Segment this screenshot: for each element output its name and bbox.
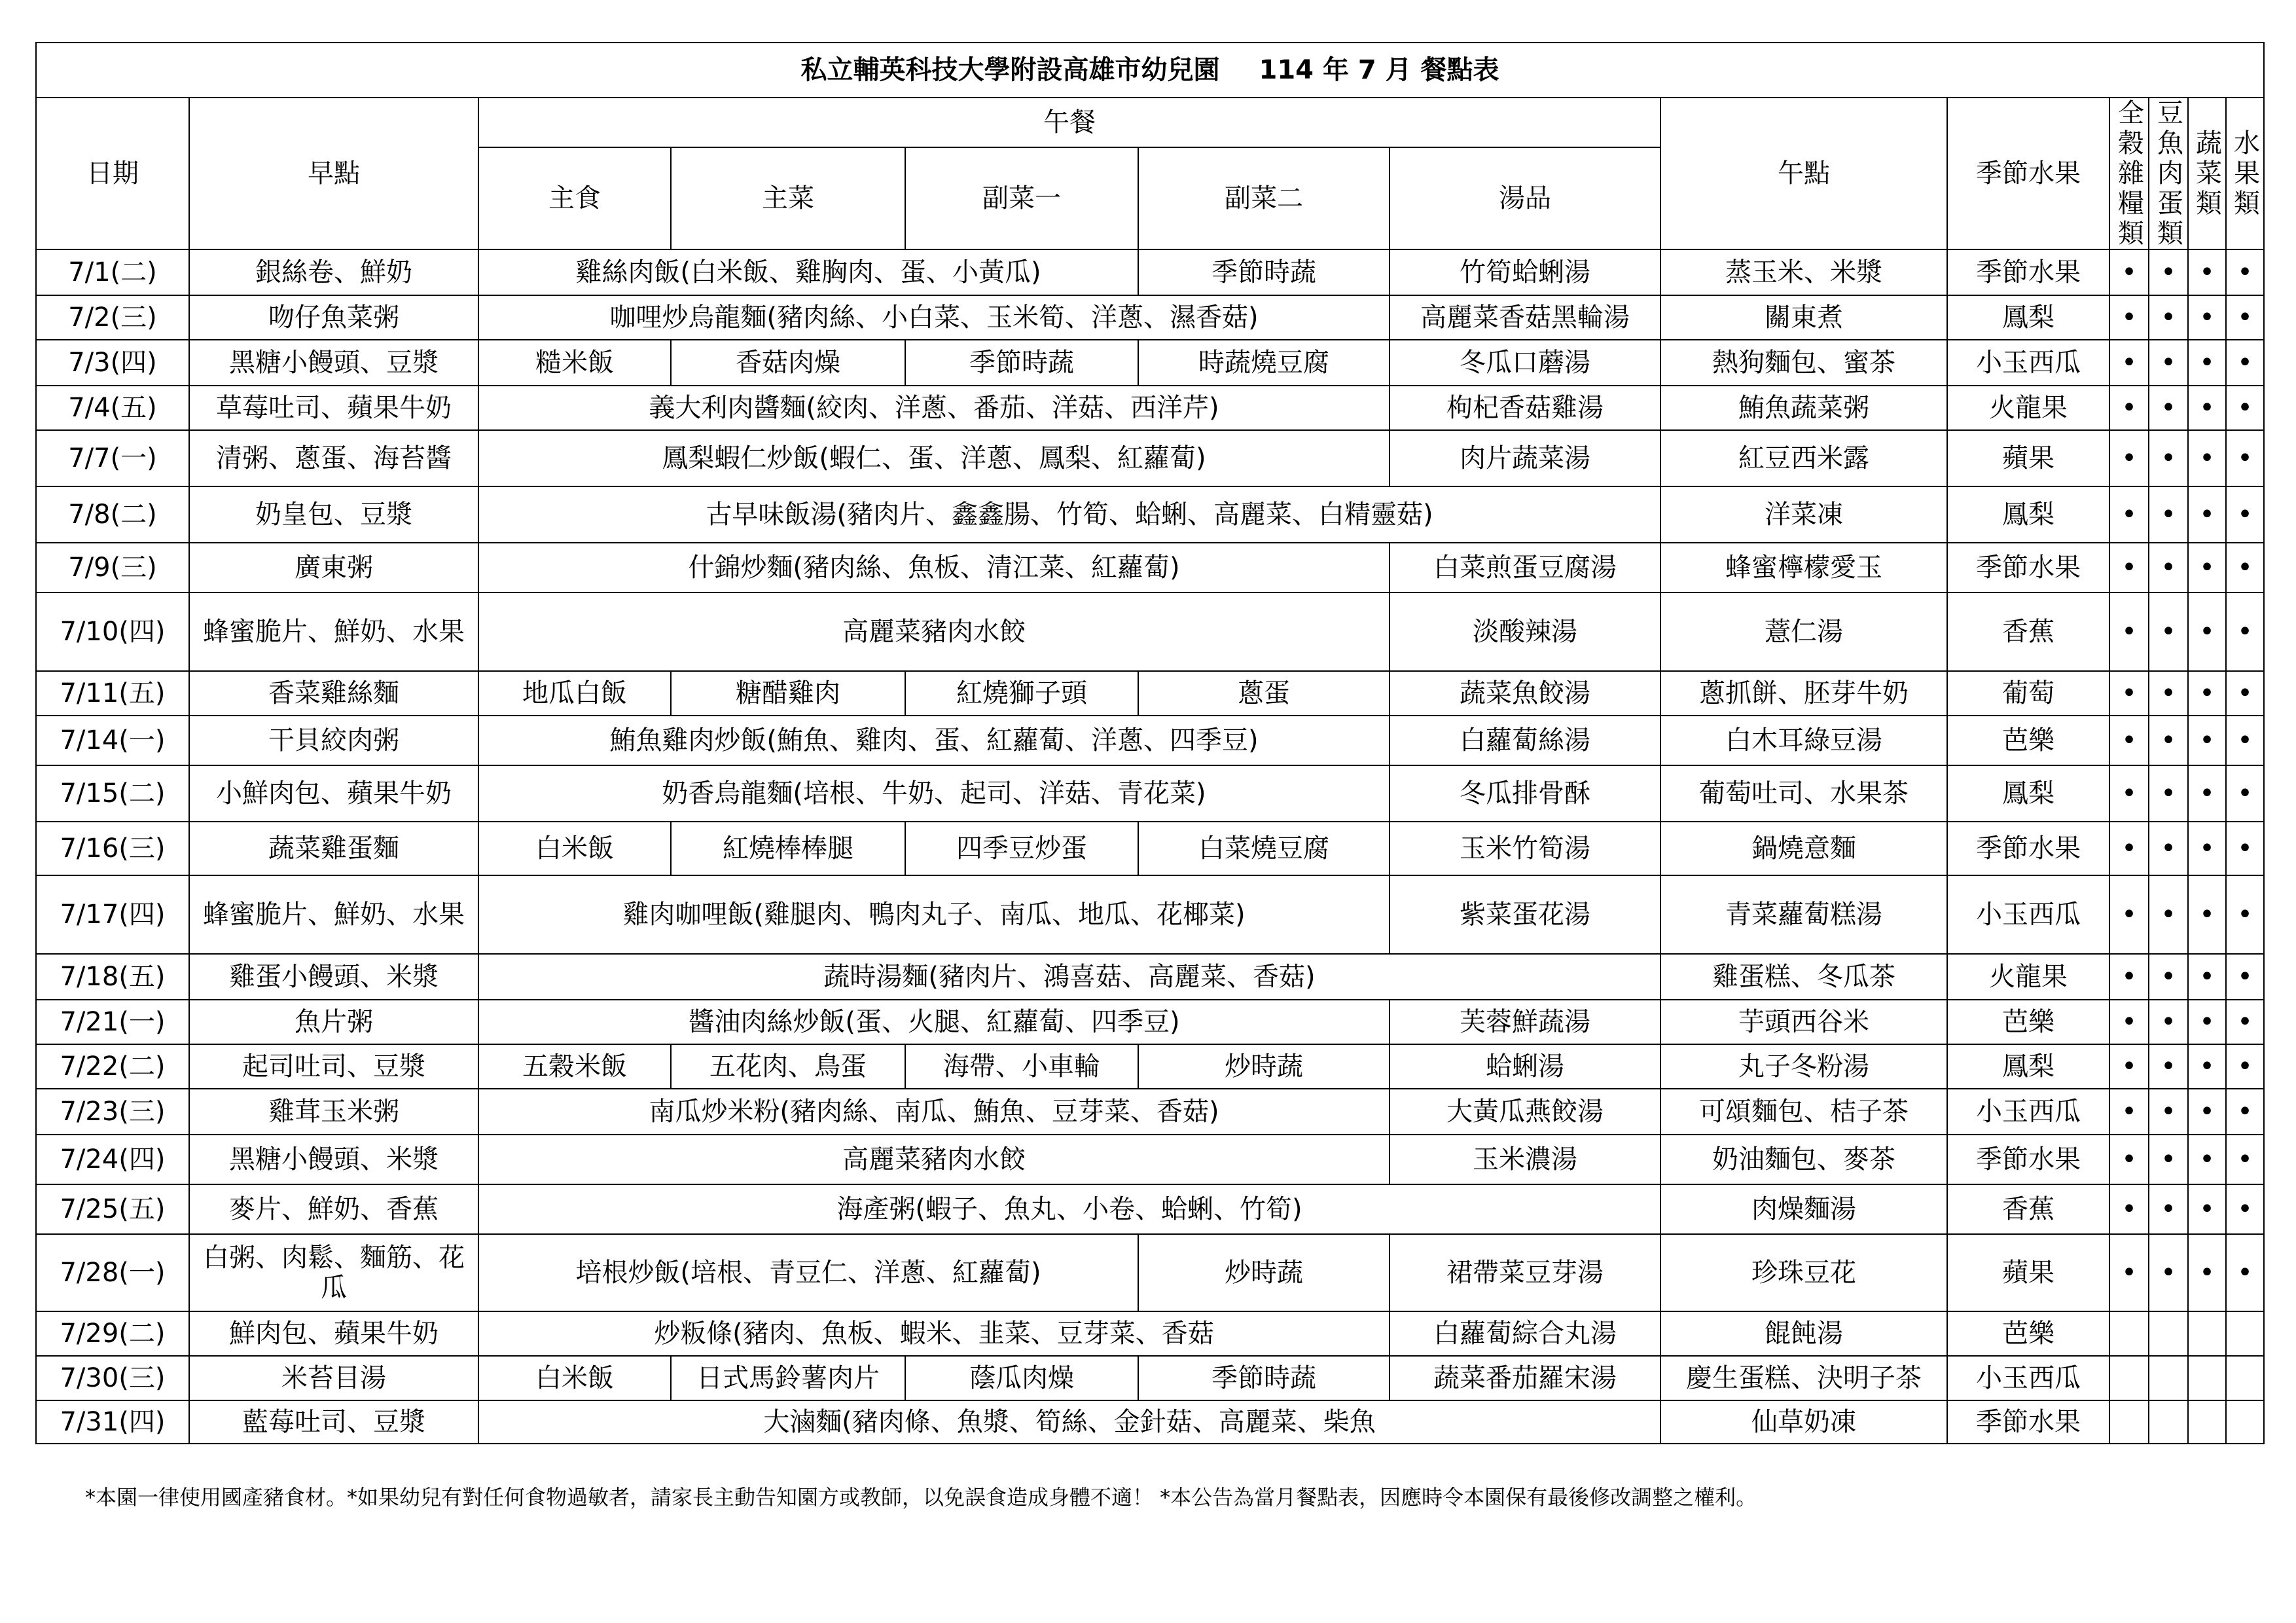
meal-table xyxy=(35,42,2265,1444)
row-mark-protein: • xyxy=(2149,430,2188,486)
row-mark-fruits: • xyxy=(2226,1135,2264,1184)
row-lunch-item: 炒粄條(豬肉、魚板、蝦米、韭菜、豆芽菜、香菇 xyxy=(478,1311,1390,1356)
header-group-fruits: 水果類 xyxy=(2226,98,2264,249)
row-soup: 枸杞香菇雞湯 xyxy=(1390,386,1660,430)
row-breakfast: 藍莓吐司、豆漿 xyxy=(189,1400,478,1444)
row-snack: 青菜蘿蔔糕湯 xyxy=(1660,875,1947,954)
row-lunch-item: 白米飯 xyxy=(478,1356,671,1400)
row-lunch-item: 培根炒飯(培根、青豆仁、洋蔥、紅蘿蔔) xyxy=(478,1234,1138,1311)
row-lunch-item: 五花肉、鳥蛋 xyxy=(671,1044,905,1089)
row-lunch-item: 白米飯 xyxy=(478,822,671,875)
row-mark-vegetables: • xyxy=(2188,671,2226,716)
row-soup: 冬瓜排骨酥 xyxy=(1390,765,1660,822)
header-group-protein: 豆魚肉蛋類 xyxy=(2149,98,2188,249)
row-mark-protein: • xyxy=(2149,249,2188,295)
header-group-grains: 全穀雜糧類 xyxy=(2109,98,2149,249)
menu-row xyxy=(36,430,2264,486)
row-lunch-item: 炒時蔬 xyxy=(1138,1044,1390,1089)
row-mark-protein: • xyxy=(2149,386,2188,430)
menu-row xyxy=(36,295,2264,340)
header-lunch: 午餐 xyxy=(478,98,1660,147)
row-fruit: 芭樂 xyxy=(1947,1311,2109,1356)
row-soup: 蔬菜番茄羅宋湯 xyxy=(1390,1356,1660,1400)
row-fruit: 季節水果 xyxy=(1947,1135,2109,1184)
header-side2: 副菜二 xyxy=(1138,147,1390,249)
row-date: 7/30(三) xyxy=(36,1356,189,1400)
row-mark-protein: • xyxy=(2149,954,2188,1000)
row-mark-protein: • xyxy=(2149,593,2188,671)
row-snack: 洋菜凍 xyxy=(1660,486,1947,543)
menu-row xyxy=(36,875,2264,954)
row-mark-grains: • xyxy=(2109,875,2149,954)
row-lunch-item: 紅燒獅子頭 xyxy=(905,671,1138,716)
row-date: 7/16(三) xyxy=(36,822,189,875)
menu-body xyxy=(36,249,2264,1444)
row-mark-vegetables: • xyxy=(2188,1089,2226,1135)
row-date: 7/2(三) xyxy=(36,295,189,340)
row-lunch-item: 糖醋雞肉 xyxy=(671,671,905,716)
row-fruit: 香蕉 xyxy=(1947,1184,2109,1234)
row-mark-fruits: • xyxy=(2226,386,2264,430)
row-snack: 蔥抓餅、胚芽牛奶 xyxy=(1660,671,1947,716)
row-mark-grains: • xyxy=(2109,249,2149,295)
row-soup: 高麗菜香菇黑輪湯 xyxy=(1390,295,1660,340)
row-mark-fruits: • xyxy=(2226,1234,2264,1311)
row-soup: 裙帶菜豆芽湯 xyxy=(1390,1234,1660,1311)
row-fruit: 芭樂 xyxy=(1947,1000,2109,1044)
row-lunch-item: 白菜燒豆腐 xyxy=(1138,822,1390,875)
row-snack: 仙草奶凍 xyxy=(1660,1400,1947,1444)
row-fruit: 鳳梨 xyxy=(1947,295,2109,340)
row-lunch-item: 義大利肉醬麵(絞肉、洋蔥、番茄、洋菇、西洋芹) xyxy=(478,386,1390,430)
row-mark-vegetables: • xyxy=(2188,386,2226,430)
row-mark-fruits: • xyxy=(2226,249,2264,295)
row-date: 7/14(一) xyxy=(36,716,189,765)
row-snack: 白木耳綠豆湯 xyxy=(1660,716,1947,765)
row-breakfast: 蜂蜜脆片、鮮奶、水果 xyxy=(189,875,478,954)
menu-row xyxy=(36,593,2264,671)
row-mark-fruits: • xyxy=(2226,1184,2264,1234)
menu-row xyxy=(36,249,2264,295)
row-mark-protein: • xyxy=(2149,295,2188,340)
row-mark-protein: • xyxy=(2149,716,2188,765)
row-mark-grains: • xyxy=(2109,386,2149,430)
menu-period: 114 年 7 月 餐點表 xyxy=(1259,55,1499,85)
row-breakfast: 雞蛋小饅頭、米漿 xyxy=(189,954,478,1000)
row-mark-vegetables: • xyxy=(2188,1234,2226,1311)
row-mark-fruits: • xyxy=(2226,875,2264,954)
row-date: 7/8(二) xyxy=(36,486,189,543)
header-fruit: 季節水果 xyxy=(1947,98,2109,249)
row-lunch-item: 時蔬燒豆腐 xyxy=(1138,340,1390,386)
row-breakfast: 干貝絞肉粥 xyxy=(189,716,478,765)
row-breakfast: 米苔目湯 xyxy=(189,1356,478,1400)
row-breakfast: 蔬菜雞蛋麵 xyxy=(189,822,478,875)
menu-row xyxy=(36,716,2264,765)
row-mark-fruits: • xyxy=(2226,954,2264,1000)
menu-row xyxy=(36,954,2264,1000)
menu-row xyxy=(36,765,2264,822)
row-mark-protein xyxy=(2149,1311,2188,1356)
row-mark-vegetables: • xyxy=(2188,954,2226,1000)
row-lunch-item: 蔭瓜肉燥 xyxy=(905,1356,1138,1400)
row-breakfast: 蜂蜜脆片、鮮奶、水果 xyxy=(189,593,478,671)
row-mark-fruits: • xyxy=(2226,822,2264,875)
row-mark-grains: • xyxy=(2109,295,2149,340)
row-mark-grains: • xyxy=(2109,1089,2149,1135)
row-breakfast: 麥片、鮮奶、香蕉 xyxy=(189,1184,478,1234)
row-mark-fruits: • xyxy=(2226,593,2264,671)
header-soup: 湯品 xyxy=(1390,147,1660,249)
row-mark-grains: • xyxy=(2109,1135,2149,1184)
row-snack: 熱狗麵包、蜜茶 xyxy=(1660,340,1947,386)
row-mark-protein: • xyxy=(2149,1044,2188,1089)
row-date: 7/17(四) xyxy=(36,875,189,954)
header-main: 主菜 xyxy=(671,147,905,249)
row-mark-protein: • xyxy=(2149,1184,2188,1234)
row-mark-vegetables: • xyxy=(2188,249,2226,295)
row-fruit: 葡萄 xyxy=(1947,671,2109,716)
row-date: 7/21(一) xyxy=(36,1000,189,1044)
row-mark-fruits: • xyxy=(2226,486,2264,543)
row-date: 7/15(二) xyxy=(36,765,189,822)
row-soup: 蔬菜魚餃湯 xyxy=(1390,671,1660,716)
row-snack: 奶油麵包、麥茶 xyxy=(1660,1135,1947,1184)
row-mark-vegetables: • xyxy=(2188,1135,2226,1184)
row-lunch-item: 五穀米飯 xyxy=(478,1044,671,1089)
row-lunch-item: 奶香烏龍麵(培根、牛奶、起司、洋菇、青花菜) xyxy=(478,765,1390,822)
row-mark-grains: • xyxy=(2109,954,2149,1000)
row-mark-fruits xyxy=(2226,1356,2264,1400)
row-mark-vegetables: • xyxy=(2188,1044,2226,1089)
menu-row xyxy=(36,822,2264,875)
menu-row xyxy=(36,1400,2264,1444)
menu-row xyxy=(36,386,2264,430)
row-breakfast: 銀絲卷、鮮奶 xyxy=(189,249,478,295)
row-mark-vegetables xyxy=(2188,1356,2226,1400)
row-mark-grains: • xyxy=(2109,486,2149,543)
row-fruit: 季節水果 xyxy=(1947,822,2109,875)
row-mark-protein: • xyxy=(2149,875,2188,954)
row-mark-protein: • xyxy=(2149,765,2188,822)
header-group-vegetables: 蔬菜類 xyxy=(2188,98,2226,249)
row-breakfast: 黑糖小饅頭、米漿 xyxy=(189,1135,478,1184)
menu-row xyxy=(36,1184,2264,1234)
row-fruit: 小玉西瓜 xyxy=(1947,1356,2109,1400)
row-snack: 關東煮 xyxy=(1660,295,1947,340)
row-mark-grains xyxy=(2109,1400,2149,1444)
row-fruit: 季節水果 xyxy=(1947,543,2109,593)
row-snack: 雞蛋糕、冬瓜茶 xyxy=(1660,954,1947,1000)
row-snack: 蒸玉米、米漿 xyxy=(1660,249,1947,295)
row-lunch-item: 醬油肉絲炒飯(蛋、火腿、紅蘿蔔、四季豆) xyxy=(478,1000,1390,1044)
row-date: 7/25(五) xyxy=(36,1184,189,1234)
row-mark-protein: • xyxy=(2149,486,2188,543)
row-mark-grains: • xyxy=(2109,822,2149,875)
row-fruit: 蘋果 xyxy=(1947,430,2109,486)
row-soup: 紫菜蛋花湯 xyxy=(1390,875,1660,954)
row-mark-protein: • xyxy=(2149,1000,2188,1044)
row-mark-vegetables: • xyxy=(2188,543,2226,593)
row-mark-fruits: • xyxy=(2226,295,2264,340)
row-date: 7/28(一) xyxy=(36,1234,189,1311)
row-mark-protein xyxy=(2149,1356,2188,1400)
header-side1: 副菜一 xyxy=(905,147,1138,249)
row-fruit: 小玉西瓜 xyxy=(1947,1089,2109,1135)
row-mark-grains: • xyxy=(2109,1184,2149,1234)
row-snack: 鮪魚蔬菜粥 xyxy=(1660,386,1947,430)
row-soup: 冬瓜口蘑湯 xyxy=(1390,340,1660,386)
menu-row xyxy=(36,486,2264,543)
row-mark-fruits: • xyxy=(2226,1044,2264,1089)
row-soup: 淡酸辣湯 xyxy=(1390,593,1660,671)
row-fruit: 小玉西瓜 xyxy=(1947,875,2109,954)
row-lunch-item: 炒時蔬 xyxy=(1138,1234,1390,1311)
row-lunch-item: 季節時蔬 xyxy=(905,340,1138,386)
row-date: 7/9(三) xyxy=(36,543,189,593)
row-snack: 葡萄吐司、水果茶 xyxy=(1660,765,1947,822)
row-breakfast: 小鮮肉包、蘋果牛奶 xyxy=(189,765,478,822)
row-breakfast: 雞茸玉米粥 xyxy=(189,1089,478,1135)
row-lunch-item: 季節時蔬 xyxy=(1138,1356,1390,1400)
row-breakfast: 吻仔魚菜粥 xyxy=(189,295,478,340)
row-fruit: 鳳梨 xyxy=(1947,765,2109,822)
row-mark-grains: • xyxy=(2109,593,2149,671)
row-lunch-item: 古早味飯湯(豬肉片、鑫鑫腸、竹筍、蛤蜊、高麗菜、白精靈菇) xyxy=(478,486,1660,543)
row-fruit: 芭樂 xyxy=(1947,716,2109,765)
row-breakfast: 起司吐司、豆漿 xyxy=(189,1044,478,1089)
row-snack: 慶生蛋糕、決明子茶 xyxy=(1660,1356,1947,1400)
row-breakfast: 清粥、蔥蛋、海苔醬 xyxy=(189,430,478,486)
row-breakfast: 黑糖小饅頭、豆漿 xyxy=(189,340,478,386)
row-mark-vegetables: • xyxy=(2188,1184,2226,1234)
row-lunch-item: 高麗菜豬肉水餃 xyxy=(478,1135,1390,1184)
row-mark-fruits xyxy=(2226,1400,2264,1444)
row-breakfast: 奶皇包、豆漿 xyxy=(189,486,478,543)
row-mark-protein: • xyxy=(2149,1089,2188,1135)
page-title xyxy=(36,43,2264,98)
row-date: 7/3(四) xyxy=(36,340,189,386)
row-mark-grains: • xyxy=(2109,1044,2149,1089)
row-soup: 玉米濃湯 xyxy=(1390,1135,1660,1184)
row-mark-fruits: • xyxy=(2226,1089,2264,1135)
menu-row xyxy=(36,1234,2264,1311)
row-breakfast: 鮮肉包、蘋果牛奶 xyxy=(189,1311,478,1356)
row-soup: 竹筍蛤蜊湯 xyxy=(1390,249,1660,295)
row-snack: 可頌麵包、桔子茶 xyxy=(1660,1089,1947,1135)
row-soup: 白蘿蔔絲湯 xyxy=(1390,716,1660,765)
row-lunch-item: 鮪魚雞肉炒飯(鮪魚、雞肉、蛋、紅蘿蔔、洋蔥、四季豆) xyxy=(478,716,1390,765)
row-mark-protein xyxy=(2149,1400,2188,1444)
row-mark-vegetables: • xyxy=(2188,716,2226,765)
header-date: 日期 xyxy=(36,98,189,249)
row-lunch-item: 雞絲肉飯(白米飯、雞胸肉、蛋、小黃瓜) xyxy=(478,249,1138,295)
row-soup: 玉米竹筍湯 xyxy=(1390,822,1660,875)
row-snack: 肉燥麵湯 xyxy=(1660,1184,1947,1234)
row-mark-vegetables: • xyxy=(2188,765,2226,822)
row-snack: 紅豆西米露 xyxy=(1660,430,1947,486)
menu-row xyxy=(36,1089,2264,1135)
row-mark-grains: • xyxy=(2109,543,2149,593)
row-mark-grains xyxy=(2109,1311,2149,1356)
row-mark-fruits: • xyxy=(2226,543,2264,593)
row-mark-grains: • xyxy=(2109,430,2149,486)
row-fruit: 蘋果 xyxy=(1947,1234,2109,1311)
menu-sheet xyxy=(35,42,2263,1444)
menu-row xyxy=(36,1135,2264,1184)
row-lunch-item: 日式馬鈴薯肉片 xyxy=(671,1356,905,1400)
row-lunch-item: 紅燒棒棒腿 xyxy=(671,822,905,875)
row-snack: 薏仁湯 xyxy=(1660,593,1947,671)
row-date: 7/18(五) xyxy=(36,954,189,1000)
row-date: 7/1(二) xyxy=(36,249,189,295)
row-breakfast: 香菜雞絲麵 xyxy=(189,671,478,716)
row-mark-vegetables xyxy=(2188,1311,2226,1356)
row-breakfast: 廣東粥 xyxy=(189,543,478,593)
row-mark-vegetables: • xyxy=(2188,822,2226,875)
row-fruit: 火龍果 xyxy=(1947,954,2109,1000)
row-breakfast: 草莓吐司、蘋果牛奶 xyxy=(189,386,478,430)
row-mark-protein: • xyxy=(2149,1234,2188,1311)
row-breakfast: 魚片粥 xyxy=(189,1000,478,1044)
row-mark-vegetables: • xyxy=(2188,340,2226,386)
menu-row xyxy=(36,543,2264,593)
menu-row xyxy=(36,1356,2264,1400)
row-lunch-item: 高麗菜豬肉水餃 xyxy=(478,593,1390,671)
menu-row xyxy=(36,340,2264,386)
row-soup: 白菜煎蛋豆腐湯 xyxy=(1390,543,1660,593)
row-soup: 大黃瓜燕餃湯 xyxy=(1390,1089,1660,1135)
menu-row xyxy=(36,1311,2264,1356)
row-mark-protein: • xyxy=(2149,340,2188,386)
header-staple: 主食 xyxy=(478,147,671,249)
row-mark-grains: • xyxy=(2109,1234,2149,1311)
menu-row xyxy=(36,1044,2264,1089)
row-lunch-item: 咖哩炒烏龍麵(豬肉絲、小白菜、玉米筍、洋蔥、濕香菇) xyxy=(478,295,1390,340)
row-soup: 芙蓉鮮蔬湯 xyxy=(1390,1000,1660,1044)
row-mark-protein: • xyxy=(2149,671,2188,716)
row-mark-fruits: • xyxy=(2226,1000,2264,1044)
row-mark-vegetables: • xyxy=(2188,593,2226,671)
row-mark-vegetables: • xyxy=(2188,295,2226,340)
row-snack: 丸子冬粉湯 xyxy=(1660,1044,1947,1089)
row-mark-protein: • xyxy=(2149,822,2188,875)
row-lunch-item: 季節時蔬 xyxy=(1138,249,1390,295)
row-fruit: 鳳梨 xyxy=(1947,486,2109,543)
row-mark-protein: • xyxy=(2149,543,2188,593)
row-mark-vegetables: • xyxy=(2188,486,2226,543)
row-date: 7/22(二) xyxy=(36,1044,189,1089)
row-lunch-item: 雞肉咖哩飯(雞腿肉、鴨肉丸子、南瓜、地瓜、花椰菜) xyxy=(478,875,1390,954)
row-mark-vegetables xyxy=(2188,1400,2226,1444)
row-mark-fruits: • xyxy=(2226,430,2264,486)
row-mark-fruits: • xyxy=(2226,340,2264,386)
row-soup: 蛤蜊湯 xyxy=(1390,1044,1660,1089)
row-mark-grains xyxy=(2109,1356,2149,1400)
row-mark-grains: • xyxy=(2109,671,2149,716)
row-fruit: 香蕉 xyxy=(1947,593,2109,671)
row-snack: 鍋燒意麵 xyxy=(1660,822,1947,875)
row-mark-protein: • xyxy=(2149,1135,2188,1184)
row-date: 7/10(四) xyxy=(36,593,189,671)
row-lunch-item: 糙米飯 xyxy=(478,340,671,386)
footer-notes: *本園一律使用國產豬食材。*如果幼兒有對任何食物過敏者，請家長主動告知園方或教師，以免誤食造成身體不適！ *本公告為當月餐點表，因應時令本園保有最後修改調整之權利。 xyxy=(85,1485,1757,1510)
header-breakfast: 早點 xyxy=(189,98,478,249)
row-fruit: 季節水果 xyxy=(1947,249,2109,295)
row-mark-vegetables: • xyxy=(2188,1000,2226,1044)
row-date: 7/31(四) xyxy=(36,1400,189,1444)
row-soup: 白蘿蔔綜合丸湯 xyxy=(1390,1311,1660,1356)
row-mark-grains: • xyxy=(2109,765,2149,822)
row-date: 7/24(四) xyxy=(36,1135,189,1184)
row-mark-fruits xyxy=(2226,1311,2264,1356)
row-fruit: 火龍果 xyxy=(1947,386,2109,430)
row-breakfast: 白粥、肉鬆、麵筋、花瓜 xyxy=(189,1234,478,1311)
row-fruit: 季節水果 xyxy=(1947,1400,2109,1444)
row-date: 7/11(五) xyxy=(36,671,189,716)
row-date: 7/4(五) xyxy=(36,386,189,430)
row-snack: 芋頭西谷米 xyxy=(1660,1000,1947,1044)
row-mark-vegetables: • xyxy=(2188,430,2226,486)
row-lunch-item: 四季豆炒蛋 xyxy=(905,822,1138,875)
row-mark-fruits: • xyxy=(2226,671,2264,716)
row-lunch-item: 什錦炒麵(豬肉絲、魚板、清江菜、紅蘿蔔) xyxy=(478,543,1390,593)
header-snack: 午點 xyxy=(1660,98,1947,249)
row-mark-fruits: • xyxy=(2226,716,2264,765)
row-mark-grains: • xyxy=(2109,716,2149,765)
row-fruit: 小玉西瓜 xyxy=(1947,340,2109,386)
row-date: 7/29(二) xyxy=(36,1311,189,1356)
school-name: 私立輔英科技大學附設高雄市幼兒園 xyxy=(800,55,1220,85)
menu-row xyxy=(36,1000,2264,1044)
row-lunch-item: 蔬時湯麵(豬肉片、鴻喜菇、高麗菜、香菇) xyxy=(478,954,1660,1000)
row-lunch-item: 蔥蛋 xyxy=(1138,671,1390,716)
row-date: 7/7(一) xyxy=(36,430,189,486)
row-mark-fruits: • xyxy=(2226,765,2264,822)
row-lunch-item: 大滷麵(豬肉條、魚漿、筍絲、金針菇、高麗菜、柴魚 xyxy=(478,1400,1660,1444)
row-mark-grains: • xyxy=(2109,340,2149,386)
row-mark-vegetables: • xyxy=(2188,875,2226,954)
row-lunch-item: 香菇肉燥 xyxy=(671,340,905,386)
row-mark-grains: • xyxy=(2109,1000,2149,1044)
row-snack: 餛飩湯 xyxy=(1660,1311,1947,1356)
menu-row xyxy=(36,671,2264,716)
row-lunch-item: 南瓜炒米粉(豬肉絲、南瓜、鮪魚、豆芽菜、香菇) xyxy=(478,1089,1390,1135)
row-lunch-item: 海產粥(蝦子、魚丸、小卷、蛤蜊、竹筍) xyxy=(478,1184,1660,1234)
row-lunch-item: 地瓜白飯 xyxy=(478,671,671,716)
row-soup: 肉片蔬菜湯 xyxy=(1390,430,1660,486)
row-snack: 蜂蜜檸檬愛玉 xyxy=(1660,543,1947,593)
row-date: 7/23(三) xyxy=(36,1089,189,1135)
row-snack: 珍珠豆花 xyxy=(1660,1234,1947,1311)
row-lunch-item: 海帶、小車輪 xyxy=(905,1044,1138,1089)
row-fruit: 鳳梨 xyxy=(1947,1044,2109,1089)
row-lunch-item: 鳳梨蝦仁炒飯(蝦仁、蛋、洋蔥、鳳梨、紅蘿蔔) xyxy=(478,430,1390,486)
